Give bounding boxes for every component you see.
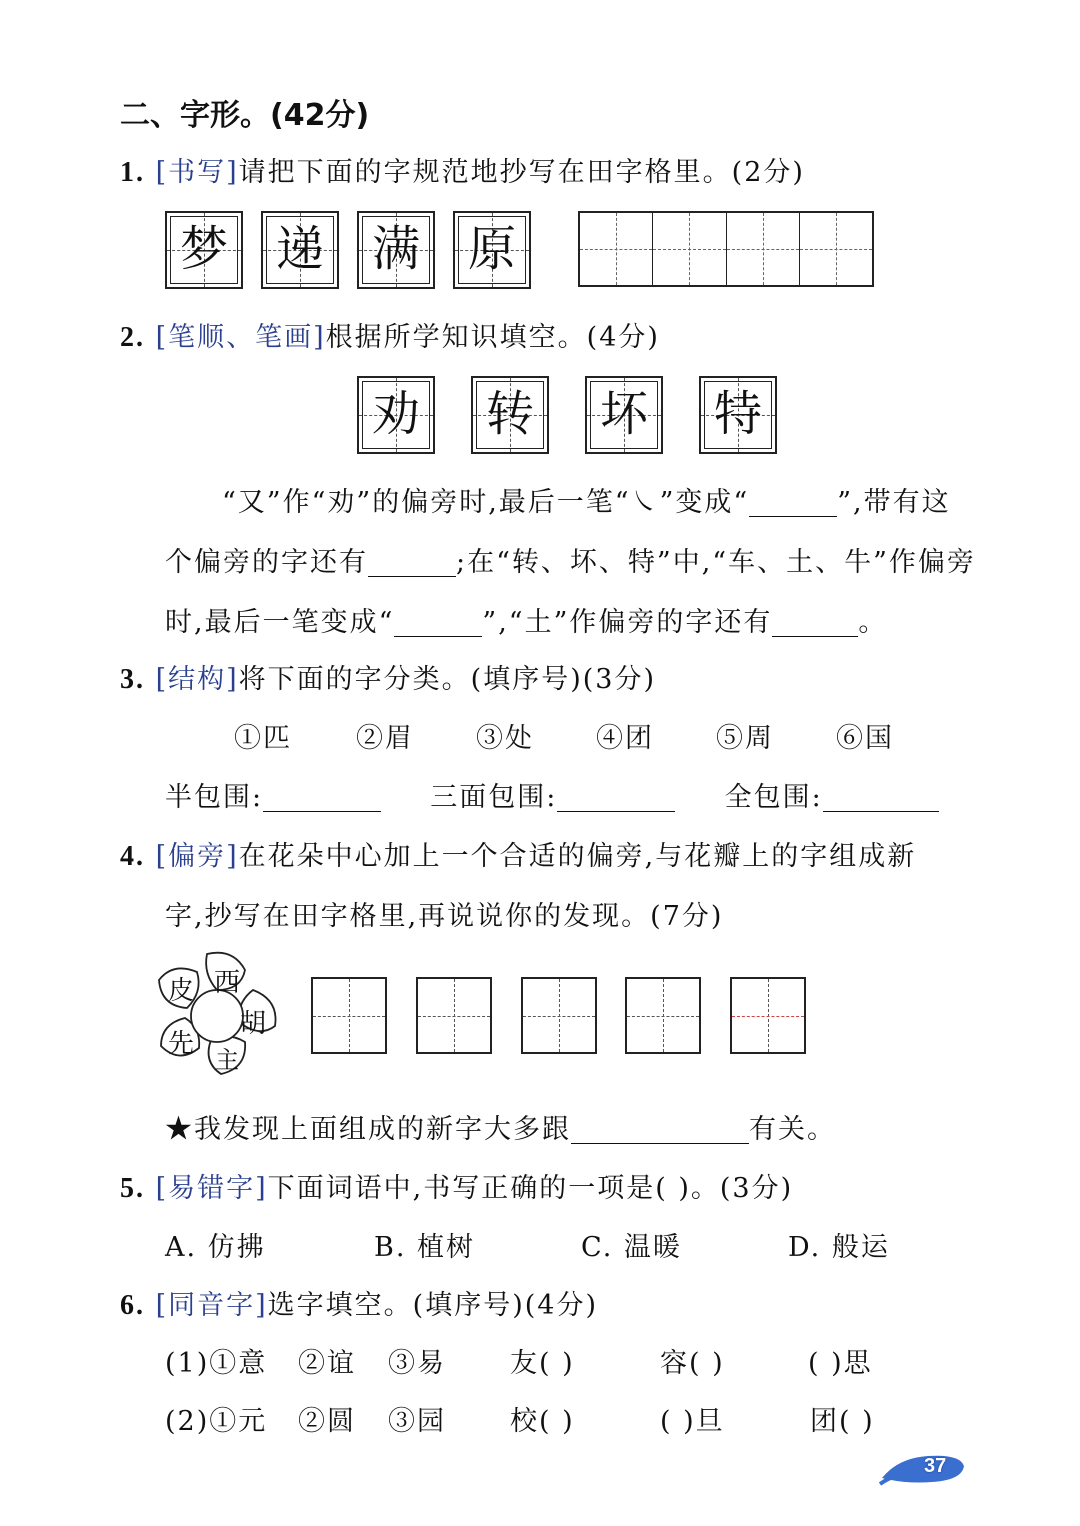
q3-option-2: ②眉	[356, 723, 414, 754]
q1-text: 请把下面的字规范地抄写在田字格里。(2分)	[238, 157, 805, 188]
q1-model-char: 原	[467, 221, 516, 277]
q3-text: 将下面的字分类。(填序号)(3分)	[238, 664, 656, 695]
q4-tag: [偏旁]	[155, 841, 239, 872]
q1-model-box-4	[453, 211, 531, 289]
q2-text: 根据所学知识填空。(4分)	[325, 322, 660, 353]
q6-row2-blank-3[interactable]: 团( )	[810, 1406, 875, 1437]
q5-text: 下面词语中,书写正确的一项是( )。(3分)	[267, 1173, 794, 1204]
blank[interactable]	[368, 548, 456, 577]
petal-char: 胡	[240, 1009, 267, 1039]
q6-row2-blank-1[interactable]: 校( )	[510, 1406, 575, 1437]
blank[interactable]	[749, 488, 837, 517]
writing-cell[interactable]	[727, 213, 800, 285]
q4-writing-box-3[interactable]	[521, 977, 597, 1054]
section-title: 二、字形。(42分)	[120, 98, 370, 133]
q2-tag: [笔顺、笔画]	[155, 322, 326, 353]
q3-option-4: ④团	[596, 723, 654, 754]
q2-char-box-3	[585, 376, 663, 454]
q1-model-box-2	[261, 211, 339, 289]
petal-char: 皮	[168, 976, 195, 1006]
blank[interactable]	[263, 783, 381, 812]
blank[interactable]	[394, 608, 482, 637]
q5-option-b[interactable]: B. 植树	[374, 1232, 476, 1263]
q5-prompt	[120, 1166, 793, 1205]
q1-prompt	[120, 150, 805, 189]
q6-row1-opt2: ②谊	[298, 1348, 356, 1379]
q2-char: 坏	[599, 386, 648, 442]
petal-char: 主	[215, 1046, 239, 1074]
q3-tag: [结构]	[155, 664, 239, 695]
blank[interactable]	[772, 608, 858, 637]
q5-option-c[interactable]: C. 温暖	[581, 1232, 682, 1263]
q2-line-1: “又”作“劝”的偏旁时,最后一笔“㇏”变成“ ”,带有这	[222, 487, 951, 518]
q4-finding: ★我发现上面组成的新字大多跟 有关。	[165, 1114, 836, 1145]
q3-option-3: ③处	[476, 723, 534, 754]
q6-number: 6.	[120, 1290, 145, 1321]
writing-cell[interactable]	[800, 213, 872, 285]
q6-row1-blank-2[interactable]: 容( )	[660, 1348, 725, 1379]
q6-row2-opt3: ③园	[388, 1406, 446, 1437]
q3-option-1: ①匹	[234, 723, 292, 754]
q5-option-d[interactable]: D. 般运	[788, 1232, 890, 1263]
q3-prompt	[120, 657, 656, 696]
q6-row1-blank-1[interactable]: 友( )	[510, 1348, 575, 1379]
q6-row2-opt2: ②圆	[298, 1406, 356, 1437]
q2-prompt	[120, 315, 660, 354]
q2-char: 特	[713, 386, 762, 442]
q5-option-a[interactable]: A. 仿拂	[165, 1232, 266, 1263]
q6-tag: [同音字]	[155, 1290, 268, 1321]
q6-row1-label: (1)①意	[165, 1348, 268, 1379]
q6-text: 选字填空。(填序号)(4分)	[267, 1290, 598, 1321]
writing-cell[interactable]	[653, 213, 726, 285]
blank[interactable]	[823, 783, 939, 812]
petal-char: 先	[168, 1029, 195, 1059]
q6-row2-blank-2[interactable]: ( )旦	[660, 1406, 725, 1437]
q1-model-char: 递	[275, 221, 324, 277]
q4-writing-box-5[interactable]	[730, 977, 806, 1054]
q2-char: 劝	[371, 386, 420, 442]
q1-writing-grid[interactable]	[578, 211, 874, 287]
q4-text: 在花朵中心加上一个合适的偏旁,与花瓣上的字组成新	[238, 841, 917, 872]
blank[interactable]	[571, 1115, 749, 1144]
writing-cell[interactable]	[580, 213, 653, 285]
blank[interactable]	[557, 783, 675, 812]
q1-model-box-3	[357, 211, 435, 289]
q6-row1-opt3: ③易	[388, 1348, 446, 1379]
q2-number: 2.	[120, 322, 145, 353]
q4-prompt-line-2: 字,抄写在田字格里,再说说你的发现。(7分)	[165, 901, 724, 932]
q3-option-5: ⑤周	[716, 723, 774, 754]
q4-writing-box-4[interactable]	[625, 977, 701, 1054]
q4-number: 4.	[120, 841, 145, 872]
q4-writing-box-1[interactable]	[311, 977, 387, 1054]
page-number: 37	[924, 1455, 947, 1477]
q2-line-2: 个偏旁的字还有 ;在“转、坏、特”中,“车、土、牛”作偏旁	[165, 547, 976, 578]
q1-model-box-1	[165, 211, 243, 289]
q2-char-box-4	[699, 376, 777, 454]
q4-prompt	[120, 834, 916, 873]
q3-number: 3.	[120, 664, 145, 695]
q3-category-row: 半包围: 三面包围: 全包围:	[165, 775, 939, 814]
q6-row1-blank-3[interactable]: ( )思	[808, 1348, 873, 1379]
q4-writing-box-2[interactable]	[416, 977, 492, 1054]
q2-char-box-1	[357, 376, 435, 454]
q1-model-char: 满	[371, 221, 420, 277]
petal-char: 西	[214, 968, 241, 998]
q1-model-char: 梦	[179, 221, 228, 277]
q2-line-3: 时,最后一笔变成“ ”,“土”作偏旁的字还有 。	[165, 607, 888, 638]
q1-tag: [书写]	[155, 157, 239, 188]
q2-char: 转	[485, 386, 534, 442]
q1-number: 1.	[120, 157, 145, 188]
q5-number: 5.	[120, 1173, 145, 1204]
q5-tag: [易错字]	[155, 1173, 268, 1204]
q3-option-6: ⑥国	[836, 723, 894, 754]
q6-prompt	[120, 1283, 598, 1322]
q2-char-box-2	[471, 376, 549, 454]
page-badge-icon	[878, 1448, 968, 1488]
q6-row2-label: (2)①元	[165, 1406, 268, 1437]
